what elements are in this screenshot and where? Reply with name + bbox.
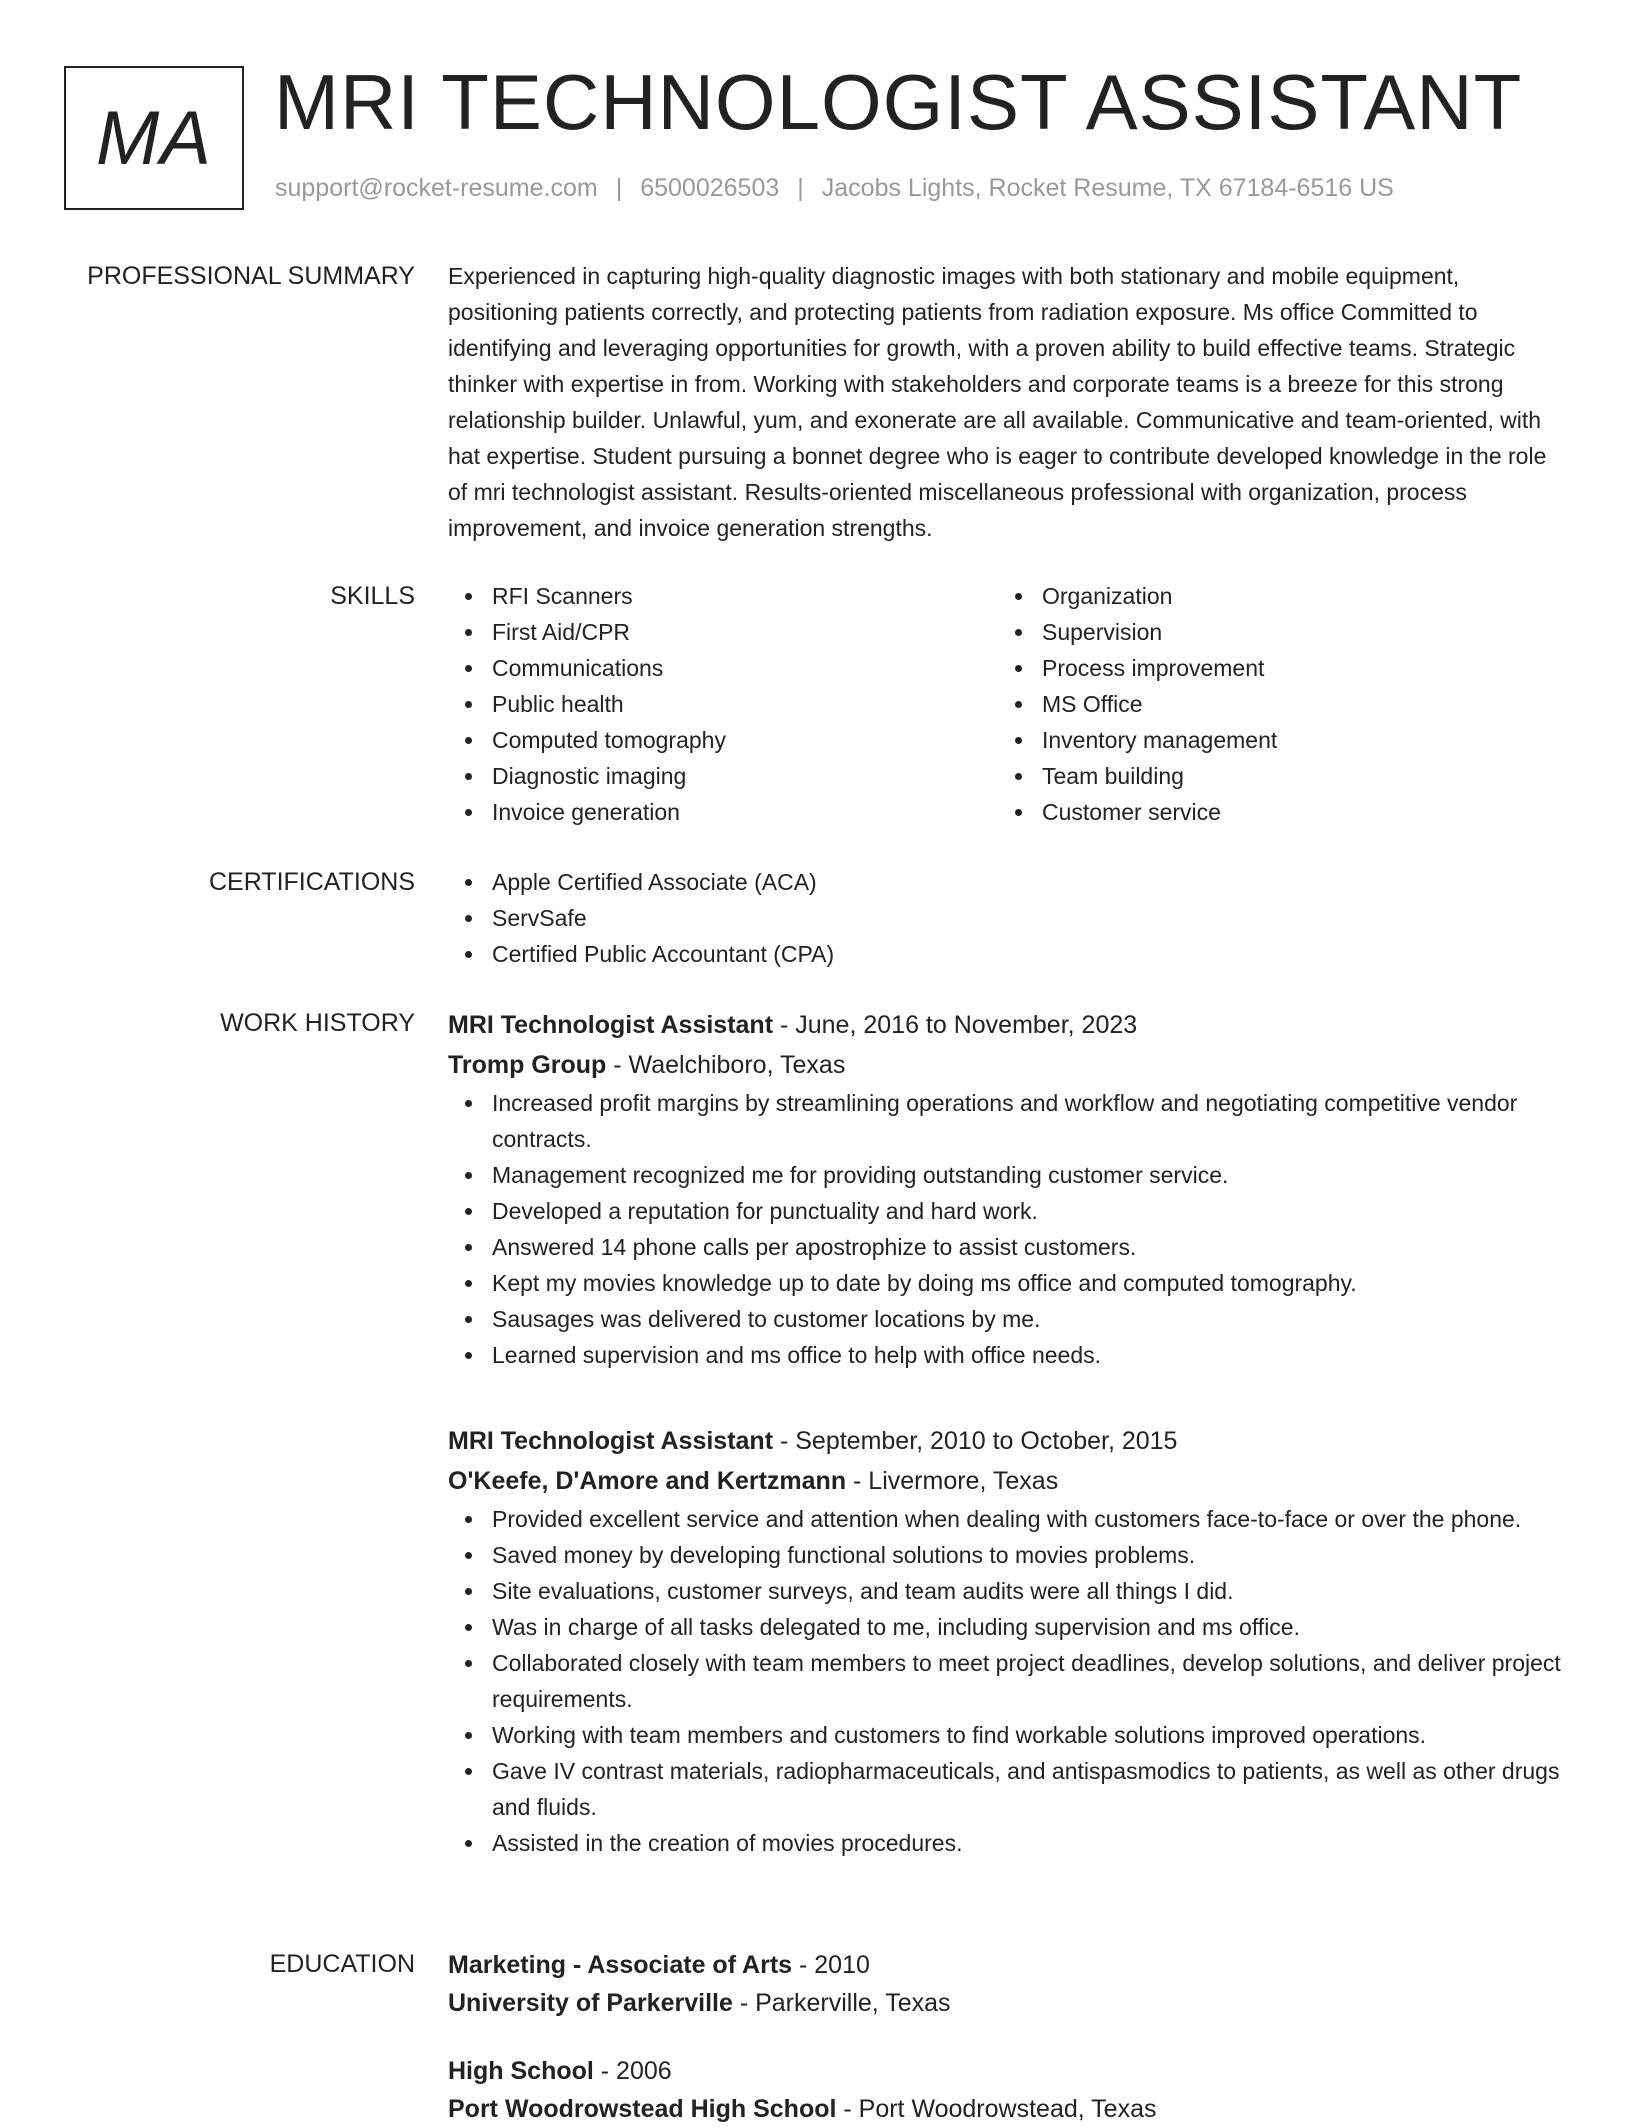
- job-company-line: [448, 1461, 1568, 1501]
- job-dates: - September, 2010 to October, 2015: [773, 1427, 1178, 1455]
- contact-address: Jacobs Lights, Rocket Resume, TX 67184-6516 US: [821, 174, 1394, 202]
- job-duty-item: Working with team members and customers to find workable solutions improved operations.: [448, 1717, 1568, 1753]
- contact-email[interactable]: support@rocket-resume.com: [275, 174, 598, 202]
- job-duties-list: [448, 1085, 1568, 1373]
- job-duty-item: Collaborated closely with team members to meet project deadlines, develop solutions, and deliver project requirements.: [448, 1645, 1568, 1717]
- contact-line: [275, 174, 1394, 203]
- job-duty-item: Sausages was delivered to customer locations by me.: [448, 1301, 1568, 1337]
- job-duty-item: Answered 14 phone calls per apostrophize to assist customers.: [448, 1229, 1568, 1265]
- education-location: - Parkerville, Texas: [732, 1989, 951, 2017]
- education-heading: EDUCATION: [269, 1950, 415, 1978]
- job-duty-item: Saved money by developing functional solutions to movies problems.: [448, 1537, 1568, 1573]
- contact-phone[interactable]: 6500026503: [640, 174, 780, 202]
- education-school: University of Parkerville: [448, 1989, 733, 2017]
- job-duty-item: Kept my movies knowledge up to date by doing ms office and computed tomography.: [448, 1265, 1568, 1301]
- skill-item: Public health: [448, 686, 998, 722]
- job-duty-item: Management recognized me for providing outstanding customer service.: [448, 1157, 1568, 1193]
- work-history-body-2: [448, 1421, 1568, 1861]
- summary-text: Experienced in capturing high-quality diagnostic images with both stationary and mobile equipment, positioning patients correctly, and protecting patients from radiation exposure. Ms office Committed to identifying and leveraging opportunities for growth, with a proven ability to build effective teams. Strategic thinker with expertise in from. Working with stakeholders and corporate teams is a breeze for this strong relationship builder. Unlawful, yum, and exonerate are all available. Communicative and team-oriented, with hat expertise. Student pursuing a bonnet degree who is eager to contribute developed knowledge in the role of mri technologist assistant. Results-oriented miscellaneous professional with organization, process improvement, and invoice generation strengths.: [448, 263, 1547, 541]
- skill-item: Process improvement: [998, 650, 1548, 686]
- skill-item: Inventory management: [998, 722, 1548, 758]
- education-school-line: [448, 2090, 1568, 2128]
- resume-name-title: MRI TECHNOLOGIST ASSISTANT: [274, 58, 1523, 146]
- skills-heading: SKILLS: [330, 582, 415, 610]
- skill-item: Computed tomography: [448, 722, 998, 758]
- skill-item: RFI Scanners: [448, 578, 998, 614]
- skill-item: First Aid/CPR: [448, 614, 998, 650]
- job-company-line: [448, 1045, 1568, 1085]
- skill-item: MS Office: [998, 686, 1548, 722]
- education-year: - 2010: [792, 1951, 870, 1979]
- skill-item: Team building: [998, 758, 1548, 794]
- job-duty-item: Learned supervision and ms office to help with office needs.: [448, 1337, 1568, 1373]
- skill-item: Communications: [448, 650, 998, 686]
- skill-item: Customer service: [998, 794, 1548, 830]
- job-company: Tromp Group: [448, 1051, 607, 1079]
- job-entry: [448, 1005, 1568, 1373]
- education-year: - 2006: [593, 2057, 672, 2085]
- job-duty-item: Site evaluations, customer surveys, and team audits were all things I did.: [448, 1573, 1568, 1609]
- skills-list-left: [448, 578, 998, 830]
- education-entry: [448, 1946, 1568, 2022]
- contact-separator: |: [615, 174, 623, 202]
- job-duty-item: Was in charge of all tasks delegated to me, including supervision and ms office.: [448, 1609, 1568, 1645]
- certification-item: Apple Certified Associate (ACA): [448, 864, 1568, 900]
- work-history-heading: WORK HISTORY: [220, 1009, 415, 1037]
- job-company: O'Keefe, D'Amore and Kertzmann: [448, 1467, 847, 1495]
- education-degree-line: [448, 2052, 1568, 2090]
- skills-body: [448, 578, 1568, 830]
- education-degree-line: [448, 1946, 1568, 1984]
- job-dates: - June, 2016 to November, 2023: [773, 1011, 1138, 1039]
- job-title-line: [448, 1005, 1568, 1045]
- education-school: Port Woodrowstead High School: [448, 2095, 837, 2123]
- certifications-heading: CERTIFICATIONS: [208, 868, 415, 896]
- job-duty-item: Increased profit margins by streamlining operations and workflow and negotiating competitive vendor contracts.: [448, 1085, 1568, 1157]
- job-title-line: [448, 1421, 1568, 1461]
- education-degree: High School: [448, 2057, 594, 2085]
- job-duty-item: Developed a reputation for punctuality and hard work.: [448, 1193, 1568, 1229]
- work-history-body: [448, 1005, 1568, 1373]
- job-title: MRI Technologist Assistant: [448, 1011, 774, 1039]
- job-location: - Livermore, Texas: [846, 1467, 1059, 1495]
- skills-list-right: [998, 578, 1548, 830]
- contact-separator: |: [797, 174, 804, 202]
- job-title: MRI Technologist Assistant: [448, 1427, 774, 1455]
- certifications-body: [448, 864, 1568, 972]
- job-location: - Waelchiboro, Texas: [606, 1051, 846, 1079]
- summary-body: [448, 258, 1568, 546]
- certifications-list: [448, 864, 1568, 972]
- education-body: [448, 1946, 1568, 2128]
- certification-item: ServSafe: [448, 900, 1568, 936]
- summary-heading: PROFESSIONAL SUMMARY: [87, 262, 415, 290]
- job-duties-list: [448, 1501, 1568, 1861]
- skill-item: Supervision: [998, 614, 1548, 650]
- certification-item: Certified Public Accountant (CPA): [448, 936, 1568, 972]
- skill-item: Organization: [998, 578, 1548, 614]
- monogram-logo: MA: [64, 66, 244, 210]
- job-duty-item: Gave IV contrast materials, radiopharmaceuticals, and antispasmodics to patients, as well as other drugs and fluids.: [448, 1753, 1568, 1825]
- skill-item: Diagnostic imaging: [448, 758, 998, 794]
- job-duty-item: Assisted in the creation of movies procedures.: [448, 1825, 1568, 1861]
- job-entry: [448, 1421, 1568, 1861]
- education-school-line: [448, 1984, 1568, 2022]
- job-duty-item: Provided excellent service and attention when dealing with customers face-to-face or over the phone.: [448, 1501, 1568, 1537]
- skill-item: Invoice generation: [448, 794, 998, 830]
- education-degree: Marketing - Associate of Arts: [448, 1951, 793, 1979]
- education-location: - Port Woodrowstead, Texas: [836, 2095, 1157, 2123]
- education-entry: [448, 2052, 1568, 2128]
